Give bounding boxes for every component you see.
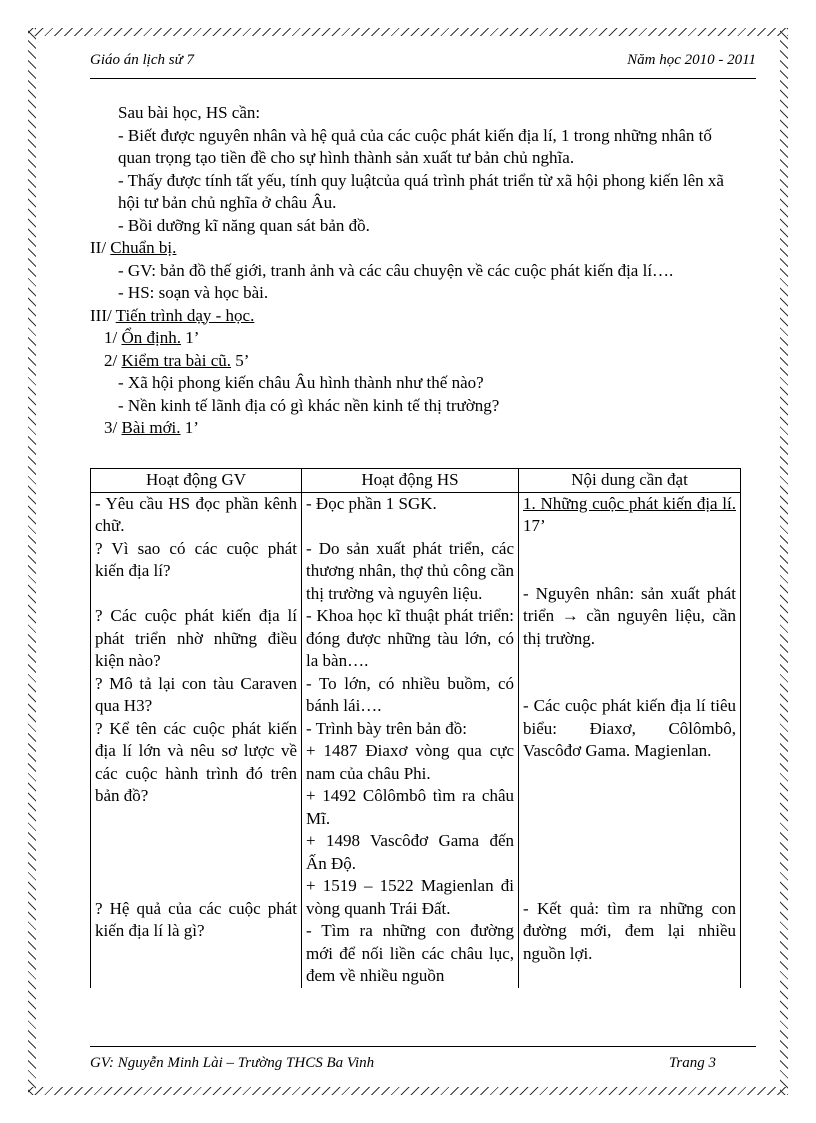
table-header-row bbox=[91, 469, 741, 493]
student-activity-cell bbox=[302, 492, 519, 988]
preparation-item: - HS: soạn và học bài. bbox=[118, 283, 269, 302]
footer-teacher: GV: Nguyễn Minh Lài – Trường THCS Ba Vinh bbox=[90, 1055, 375, 1071]
student-activity: + 1492 Côlômbô tìm ra châu Mĩ. bbox=[306, 786, 514, 828]
step-heading bbox=[90, 417, 740, 440]
student-activity: - Đọc phần 1 SGK. bbox=[306, 493, 437, 513]
table-row bbox=[91, 492, 741, 988]
page-border-left bbox=[28, 28, 36, 1095]
page-border-right bbox=[780, 28, 788, 1095]
lesson-activity-table bbox=[90, 468, 741, 988]
lesson-content-cell bbox=[519, 492, 741, 988]
student-activity: + 1519 – 1522 Magienlan đi vòng quanh Trái Đất. bbox=[306, 876, 514, 918]
page-footer bbox=[90, 1046, 756, 1081]
section-heading bbox=[90, 237, 740, 260]
step-title: Ổn định. bbox=[121, 328, 181, 347]
teacher-activity: ? Các cuộc phát kiến địa lí phát triển nhờ những điều kiện nào? bbox=[95, 606, 297, 670]
section-heading bbox=[90, 305, 740, 328]
section-number: II/ bbox=[90, 238, 107, 257]
content-item: - Kết quả: tìm ra những con đường mới, đem lại nhiều nguồn lợi. bbox=[523, 898, 736, 963]
step-number: 1/ bbox=[104, 328, 118, 347]
student-activity: + 1498 Vascôđơ Gama đến Ấn Độ. bbox=[306, 831, 514, 873]
footer-page-number: Trang 3 bbox=[668, 1055, 716, 1071]
review-question: - Xã hội phong kiến châu Âu hình thành như thế nào? bbox=[118, 373, 484, 392]
page-border-top bbox=[28, 28, 788, 36]
teacher-activity: - Yêu cầu HS đọc phần kênh chữ. bbox=[95, 493, 297, 535]
teacher-activity: ? Kể tên các cuộc phát kiến địa lí lớn và nêu sơ lược về các cuộc hành trình đó trên bản đồ? bbox=[95, 718, 297, 805]
objective-item: - Biết được nguyên nhân và hệ quả của các cuộc phát kiến địa lí, 1 trong những nhân tố quan trọng tạo tiền đề cho sự hình thành sản xuất tư bản chủ nghĩa. bbox=[118, 125, 712, 167]
column-header-content: Nội dung cần đạt bbox=[519, 469, 741, 493]
step-number: 3/ bbox=[104, 418, 118, 437]
step-title: Bài mới. bbox=[121, 418, 181, 437]
content-item: - Nguyên nhân: sản xuất phát triển → cần nguyên liệu, cần thị trường. bbox=[523, 583, 736, 648]
page-header bbox=[90, 52, 756, 79]
section-number: III/ bbox=[90, 305, 112, 325]
column-header-gv: Hoạt động GV bbox=[91, 469, 302, 493]
step-heading bbox=[90, 350, 740, 373]
teacher-activity: ? Hệ quả của các cuộc phát kiến địa lí là gì? bbox=[95, 898, 297, 940]
student-activity: - Trình bày trên bản đồ: bbox=[306, 718, 468, 738]
step-time: 1’ bbox=[180, 328, 200, 347]
objectives-heading: Sau bài học, HS cần: bbox=[118, 103, 261, 122]
section-title: Tiến trình dạy - học. bbox=[115, 305, 255, 325]
teacher-activity-cell bbox=[91, 492, 302, 988]
student-activity: - Do sản xuất phát triển, các thương nhân, thợ thủ công cần thị trường và nguyên liệu. bbox=[306, 538, 514, 603]
objective-item: - Bồi dưỡng kĩ năng quan sát bản đồ. bbox=[118, 215, 370, 235]
step-title: Kiểm tra bài cũ. bbox=[121, 350, 231, 370]
step-number: 2/ bbox=[104, 350, 118, 370]
preparation-item: - GV: bản đồ thế giới, tranh ảnh và các câu chuyện về các cuộc phát kiến địa lí…. bbox=[118, 260, 674, 280]
content-section-title: 1. Những cuộc phát kiến địa lí. 17’ bbox=[523, 493, 736, 535]
page-border-bottom bbox=[28, 1087, 788, 1095]
lesson-body bbox=[90, 102, 740, 440]
header-subject: Giáo án lịch sử 7 bbox=[90, 52, 195, 68]
student-activity: - To lớn, có nhiều buồm, có bánh lái…. bbox=[306, 673, 514, 715]
step-time: 5’ bbox=[231, 350, 250, 370]
step-heading bbox=[90, 327, 740, 350]
content-item: - Các cuộc phát kiến địa lí tiêu biểu: Điaxơ, Côlômbô, Vascôđơ Gama. Magienlan. bbox=[523, 696, 736, 760]
student-activity: - Khoa học kĩ thuật phát triển: đóng được những tàu lớn, có la bàn…. bbox=[306, 606, 514, 670]
teacher-activity: ? Vì sao có các cuộc phát kiến địa lí? bbox=[95, 538, 297, 580]
student-activity: - Tìm ra những con đường mới để nối liền các châu lục, đem về nhiều nguồn bbox=[306, 921, 514, 985]
student-activity: + 1487 Điaxơ vòng qua cực nam của châu Phi. bbox=[306, 741, 514, 783]
column-header-hs: Hoạt động HS bbox=[302, 469, 519, 493]
section-title: Chuẩn bị. bbox=[110, 238, 177, 257]
step-time: 1’ bbox=[180, 418, 199, 437]
objective-item: - Thấy được tính tất yếu, tính quy luậtcủa quá trình phát triển từ xã hội phong kiến lên xã hội tư bản chủ nghĩa ở châu Âu. bbox=[118, 170, 724, 212]
teacher-activity: ? Mô tả lại con tàu Caraven qua H3? bbox=[95, 673, 297, 715]
header-school-year: Năm học 2010 - 2011 bbox=[627, 52, 756, 68]
review-question: - Nền kinh tế lãnh địa có gì khác nền kinh tế thị trường? bbox=[118, 395, 500, 415]
